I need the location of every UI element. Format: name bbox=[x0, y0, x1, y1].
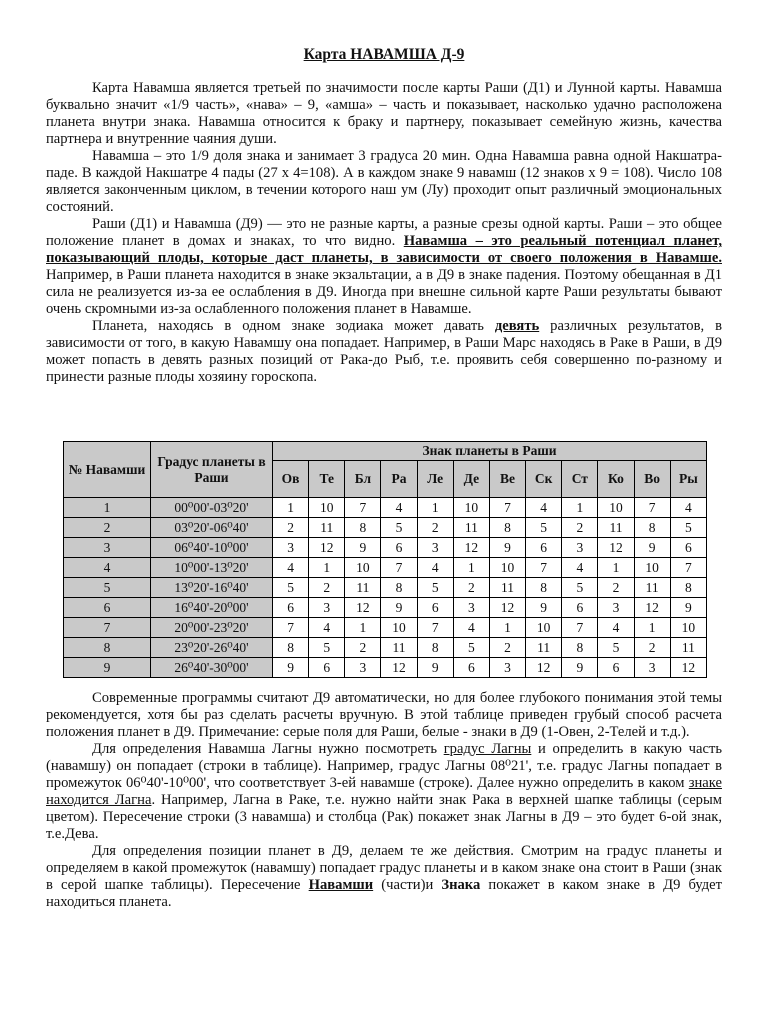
degree-range-cell: 03⁰20'-06⁰40' bbox=[151, 518, 273, 538]
d9-sign-cell: 1 bbox=[417, 498, 453, 518]
d9-sign-cell: 5 bbox=[453, 638, 489, 658]
p6-text-end: . Например, Лагна в Раке, т.е. нужно найти знак Рака в верхней шапке таблицы (серым цветом). Пересечение строки (3 навамша) и столбца (Рак) покажет знак Лагны в Д9 – это будет 6-ой знак, т.е.Дева. bbox=[46, 792, 723, 842]
degree-range-cell: 06⁰40'-10⁰00' bbox=[151, 538, 273, 558]
d9-sign-cell: 3 bbox=[309, 598, 345, 618]
p4-emphasis: девять bbox=[494, 318, 540, 334]
d9-sign-cell: 1 bbox=[562, 498, 598, 518]
navamsha-number-cell: 4 bbox=[64, 558, 151, 578]
d9-sign-cell: 4 bbox=[526, 498, 562, 518]
d9-sign-cell: 10 bbox=[670, 618, 706, 638]
d9-sign-cell: 1 bbox=[345, 618, 381, 638]
paragraph-6 bbox=[46, 741, 722, 843]
d9-sign-cell: 3 bbox=[598, 598, 634, 618]
d9-sign-cell: 10 bbox=[381, 618, 417, 638]
d9-sign-cell: 1 bbox=[489, 618, 525, 638]
d9-sign-cell: 4 bbox=[309, 618, 345, 638]
d9-sign-cell: 9 bbox=[417, 658, 453, 678]
d9-sign-cell: 10 bbox=[634, 558, 670, 578]
degree-range-cell: 10⁰00'-13⁰20' bbox=[151, 558, 273, 578]
sign-header-cell: Ко bbox=[598, 461, 634, 498]
d9-sign-cell: 9 bbox=[634, 538, 670, 558]
d9-sign-cell: 2 bbox=[345, 638, 381, 658]
d9-sign-cell: 8 bbox=[381, 578, 417, 598]
d9-sign-cell: 9 bbox=[345, 538, 381, 558]
p7-text-cont: (части)и bbox=[373, 877, 442, 893]
paragraph-1: Карта Навамша является третьей по значимости после карты Раши (Д1) и Лунной карты. Навамша буквально значит «1/9 часть», «нава» – 9, «амша» – часть и показывает, насколько удачно расположена планета внутри знака. Навамша относится к браку и партнеру, показывает семейную жизнь, качества партнера и внутренние чаяния души. bbox=[46, 80, 722, 147]
p6-underline-1: градус Лагны bbox=[443, 741, 532, 757]
d9-sign-cell: 4 bbox=[273, 558, 309, 578]
d9-sign-cell: 9 bbox=[489, 538, 525, 558]
d9-sign-cell: 12 bbox=[381, 658, 417, 678]
d9-sign-cell: 12 bbox=[670, 658, 706, 678]
d9-sign-cell: 2 bbox=[562, 518, 598, 538]
paragraph-2: Навамша – это 1/9 доля знака и занимает 3 градуса 20 мин. Одна Навамша равна одной Накшатра-паде. В каждой Накшатре 4 пады (27 х 4=108). А в каждом знаке 9 навамш (12 знаков х 9 = 108). Число 108 является законченным циклом, в течении которого наш ум (Лу) проходит опыт различный эмоциональных состояний. bbox=[46, 148, 722, 215]
d9-sign-cell: 6 bbox=[598, 658, 634, 678]
p4-text: Планета, находясь в одном знаке зодиака может давать bbox=[92, 318, 495, 334]
d9-sign-cell: 7 bbox=[562, 618, 598, 638]
d9-sign-cell: 2 bbox=[453, 578, 489, 598]
intro-text bbox=[46, 80, 722, 386]
table-body bbox=[64, 498, 707, 678]
header-navamsha-no: № Навамши bbox=[64, 442, 151, 498]
d9-sign-cell: 8 bbox=[345, 518, 381, 538]
header-degree: Градус планеты в Раши bbox=[151, 442, 273, 498]
d9-sign-cell: 1 bbox=[598, 558, 634, 578]
d9-sign-cell: 11 bbox=[381, 638, 417, 658]
p7-emphasis-2: Знака bbox=[441, 877, 481, 893]
d9-sign-cell: 6 bbox=[526, 538, 562, 558]
table-row bbox=[64, 498, 707, 518]
d9-sign-cell: 1 bbox=[273, 498, 309, 518]
d9-sign-cell: 7 bbox=[417, 618, 453, 638]
d9-sign-cell: 4 bbox=[381, 498, 417, 518]
paragraph-3 bbox=[46, 216, 722, 318]
d9-sign-cell: 5 bbox=[670, 518, 706, 538]
d9-sign-cell: 4 bbox=[417, 558, 453, 578]
d9-sign-cell: 12 bbox=[309, 538, 345, 558]
navamsha-table bbox=[63, 441, 707, 678]
d9-sign-cell: 6 bbox=[670, 538, 706, 558]
d9-sign-cell: 1 bbox=[453, 558, 489, 578]
navamsha-number-cell: 3 bbox=[64, 538, 151, 558]
table-row bbox=[64, 618, 707, 638]
d9-sign-cell: 12 bbox=[453, 538, 489, 558]
d9-sign-cell: 3 bbox=[417, 538, 453, 558]
d9-sign-cell: 8 bbox=[489, 518, 525, 538]
d9-sign-cell: 7 bbox=[273, 618, 309, 638]
d9-sign-cell: 5 bbox=[562, 578, 598, 598]
d9-sign-cell: 1 bbox=[309, 558, 345, 578]
d9-sign-cell: 7 bbox=[345, 498, 381, 518]
d9-sign-cell: 2 bbox=[634, 638, 670, 658]
d9-sign-cell: 11 bbox=[634, 578, 670, 598]
p3-text-cont: Например, в Раши планета находится в знаке экзальтации, а в Д9 в знаке падения. Поэтому обещанная в Д1 сила не реализуется из-за ее ослабления в Д9. Иногда при внешне сильной карте Раши результаты бывают очень скромными из-за ослабленного положения планет в Навамше. bbox=[46, 267, 722, 317]
sign-header-cell: Ст bbox=[562, 461, 598, 498]
sign-header-cell: Де bbox=[453, 461, 489, 498]
d9-sign-cell: 11 bbox=[345, 578, 381, 598]
sign-header-cell: Ры bbox=[670, 461, 706, 498]
d9-sign-cell: 2 bbox=[273, 518, 309, 538]
d9-sign-cell: 9 bbox=[273, 658, 309, 678]
sign-header-cell: Ск bbox=[526, 461, 562, 498]
d9-sign-cell: 12 bbox=[526, 658, 562, 678]
d9-sign-cell: 6 bbox=[562, 598, 598, 618]
p7-text-end: покажет в каком знаке в Д9 будет находиться планета. bbox=[46, 877, 723, 910]
d9-sign-cell: 7 bbox=[670, 558, 706, 578]
d9-sign-cell: 11 bbox=[489, 578, 525, 598]
d9-sign-cell: 6 bbox=[381, 538, 417, 558]
navamsha-number-cell: 9 bbox=[64, 658, 151, 678]
d9-sign-cell: 3 bbox=[345, 658, 381, 678]
d9-sign-cell: 3 bbox=[489, 658, 525, 678]
d9-sign-cell: 10 bbox=[453, 498, 489, 518]
sign-header-cell: Ов bbox=[273, 461, 309, 498]
table-row bbox=[64, 558, 707, 578]
d9-sign-cell: 9 bbox=[670, 598, 706, 618]
d9-sign-cell: 7 bbox=[526, 558, 562, 578]
paragraph-5: Современные программы считают Д9 автоматически, но для более глубокого понимания этой темы рекомендуется, хотя бы раз сделать расчеты вручную. В этой таблице приведен грубый способ расчета положения планет в Д9. Примечание: серые поля для Раши, белые - знаки в Д9 (1-Овен, 2-Телей и т.д.). bbox=[46, 690, 722, 740]
d9-sign-cell: 12 bbox=[345, 598, 381, 618]
d9-sign-cell: 11 bbox=[598, 518, 634, 538]
table-row bbox=[64, 598, 707, 618]
d9-sign-cell: 10 bbox=[489, 558, 525, 578]
instructions-text bbox=[46, 690, 722, 911]
d9-sign-cell: 3 bbox=[273, 538, 309, 558]
d9-sign-cell: 5 bbox=[273, 578, 309, 598]
d9-sign-cell: 9 bbox=[562, 658, 598, 678]
navamsha-number-cell: 6 bbox=[64, 598, 151, 618]
navamsha-number-cell: 7 bbox=[64, 618, 151, 638]
d9-sign-cell: 8 bbox=[417, 638, 453, 658]
d9-sign-cell: 9 bbox=[526, 598, 562, 618]
d9-sign-cell: 8 bbox=[526, 578, 562, 598]
d9-sign-cell: 3 bbox=[562, 538, 598, 558]
d9-sign-cell: 2 bbox=[417, 518, 453, 538]
table-row bbox=[64, 638, 707, 658]
d9-sign-cell: 2 bbox=[489, 638, 525, 658]
table-row bbox=[64, 518, 707, 538]
d9-sign-cell: 9 bbox=[381, 598, 417, 618]
degree-range-cell: 16⁰40'-20⁰00' bbox=[151, 598, 273, 618]
degree-range-cell: 23⁰20'-26⁰40' bbox=[151, 638, 273, 658]
d9-sign-cell: 5 bbox=[381, 518, 417, 538]
d9-sign-cell: 12 bbox=[489, 598, 525, 618]
d9-sign-cell: 2 bbox=[598, 578, 634, 598]
d9-sign-cell: 12 bbox=[634, 598, 670, 618]
sign-header-cell: Те bbox=[309, 461, 345, 498]
navamsha-number-cell: 8 bbox=[64, 638, 151, 658]
sign-header-cell: Ра bbox=[381, 461, 417, 498]
d9-sign-cell: 11 bbox=[526, 638, 562, 658]
d9-sign-cell: 4 bbox=[670, 498, 706, 518]
d9-sign-cell: 5 bbox=[598, 638, 634, 658]
paragraph-4 bbox=[46, 318, 722, 386]
table-row bbox=[64, 578, 707, 598]
p6-text-cont: и определить в какую часть (навамшу) он попадает (строки в таблице). Например, градус Лагны 08⁰21', т.е. градус Лагны попадает в промежуток 06⁰40'-10⁰00', что соответствует 3-ей навамше (строке). Далее нужно определить в каком bbox=[46, 741, 722, 791]
page-title: Карта НАВАМША Д-9 bbox=[303, 46, 465, 63]
d9-sign-cell: 10 bbox=[345, 558, 381, 578]
d9-sign-cell: 8 bbox=[273, 638, 309, 658]
table-row bbox=[64, 538, 707, 558]
p7-text: Для определения позиции планет в Д9, делаем те же действия. Смотрим на градус планеты и определяем в какой промежуток (навамшу) попадает градус планеты и в каком знаке она стоит в Раши (знак в серой шапке таблицы). Пересечение bbox=[46, 843, 722, 893]
d9-sign-cell: 6 bbox=[417, 598, 453, 618]
d9-sign-cell: 8 bbox=[634, 518, 670, 538]
d9-sign-cell: 5 bbox=[417, 578, 453, 598]
sign-header-cell: Во bbox=[634, 461, 670, 498]
d9-sign-cell: 7 bbox=[381, 558, 417, 578]
degree-range-cell: 20⁰00'-23⁰20' bbox=[151, 618, 273, 638]
table-row bbox=[64, 658, 707, 678]
d9-sign-cell: 5 bbox=[526, 518, 562, 538]
degree-range-cell: 26⁰40'-30⁰00' bbox=[151, 658, 273, 678]
header-sign: Знак планеты в Раши bbox=[273, 442, 707, 461]
paragraph-7 bbox=[46, 843, 722, 911]
navamsha-number-cell: 1 bbox=[64, 498, 151, 518]
degree-range-cell: 13⁰20'-16⁰40' bbox=[151, 578, 273, 598]
d9-sign-cell: 6 bbox=[453, 658, 489, 678]
sign-header-cell: Ле bbox=[417, 461, 453, 498]
d9-sign-cell: 3 bbox=[634, 658, 670, 678]
p4-text-cont: различных результатов, в зависимости от того, в какую Навамшу она попадает. Например, в Раши Марс находясь в Раке в Раши, в Д9 может попасть в девять разных позиций от Рака-до Рыб, т.е. проявить себя совершенно по-разному и принести разные плоды хозяину гороскопа. bbox=[46, 318, 722, 385]
d9-sign-cell: 7 bbox=[489, 498, 525, 518]
d9-sign-cell: 6 bbox=[273, 598, 309, 618]
d9-sign-cell: 10 bbox=[598, 498, 634, 518]
degree-range-cell: 00⁰00'-03⁰20' bbox=[151, 498, 273, 518]
d9-sign-cell: 2 bbox=[309, 578, 345, 598]
d9-sign-cell: 8 bbox=[670, 578, 706, 598]
d9-sign-cell: 10 bbox=[309, 498, 345, 518]
d9-sign-cell: 5 bbox=[309, 638, 345, 658]
sign-header-cell: Бл bbox=[345, 461, 381, 498]
p7-emphasis-1: Навамши bbox=[308, 877, 374, 893]
d9-sign-cell: 3 bbox=[453, 598, 489, 618]
d9-sign-cell: 10 bbox=[526, 618, 562, 638]
d9-sign-cell: 7 bbox=[634, 498, 670, 518]
d9-sign-cell: 4 bbox=[453, 618, 489, 638]
d9-sign-cell: 8 bbox=[562, 638, 598, 658]
navamsha-number-cell: 5 bbox=[64, 578, 151, 598]
navamsha-number-cell: 2 bbox=[64, 518, 151, 538]
d9-sign-cell: 4 bbox=[562, 558, 598, 578]
p3-emphasis: Навамша – это реальный потенциал планет, показывающий плоды, которые даст планеты, в зависимости от своего положения в Навамше. bbox=[46, 233, 722, 266]
p6-underline-2: знаке находится Лагна bbox=[46, 775, 722, 808]
d9-sign-cell: 11 bbox=[309, 518, 345, 538]
d9-sign-cell: 6 bbox=[309, 658, 345, 678]
d9-sign-cell: 11 bbox=[453, 518, 489, 538]
d9-sign-cell: 1 bbox=[634, 618, 670, 638]
d9-sign-cell: 12 bbox=[598, 538, 634, 558]
p3-text: Раши (Д1) и Навамша (Д9) — это не разные карты, а разные срезы одной карты. Раши – это общее положение планет в домах и знаках, то что видно. bbox=[46, 216, 722, 249]
table-header-row bbox=[64, 442, 707, 461]
sign-header-cell: Ве bbox=[489, 461, 525, 498]
d9-sign-cell: 4 bbox=[598, 618, 634, 638]
d9-sign-cell: 11 bbox=[670, 638, 706, 658]
p6-text: Для определения Навамша Лагны нужно посмотреть bbox=[92, 741, 444, 757]
